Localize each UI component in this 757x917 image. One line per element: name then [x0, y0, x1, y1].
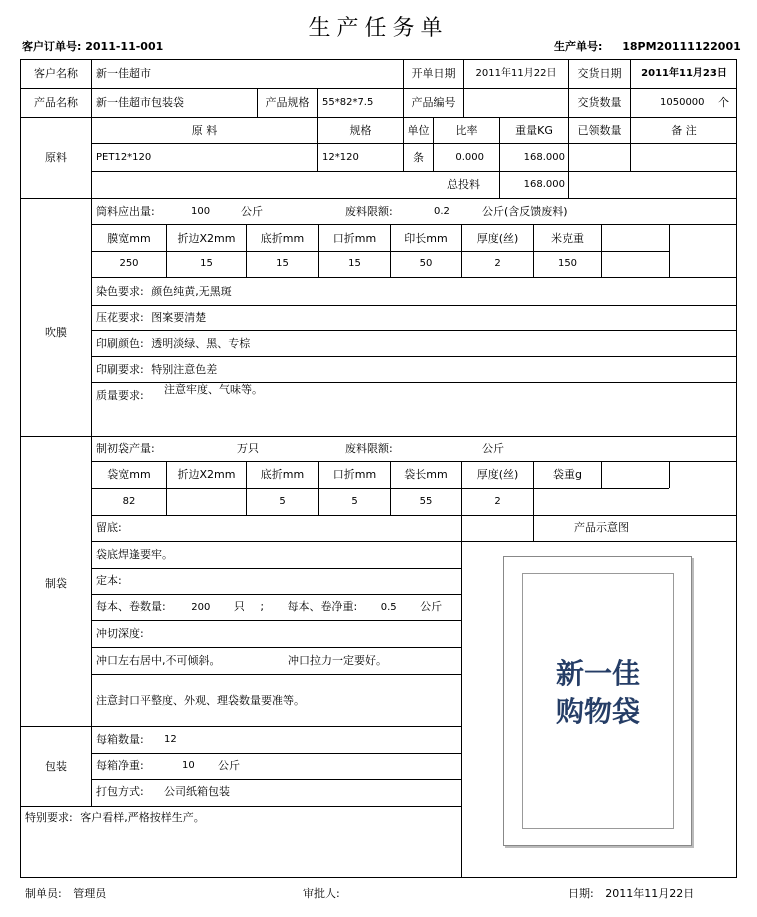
- quality-requirement-label: 质量要求:: [96, 389, 144, 402]
- seal-note-2: 注意封口平整度、外观、理袋数量要准等。: [96, 694, 305, 707]
- bag-header: 厚度(丝): [476, 468, 519, 481]
- blowing-value: 15: [200, 258, 213, 269]
- emboss-requirement-label: 压花要求:: [96, 311, 144, 324]
- production-number-label: 生产单号:: [554, 40, 603, 53]
- dye-requirement: [96, 286, 232, 297]
- blowing-header: 厚度(丝): [476, 232, 519, 245]
- box-weight-value: 10: [182, 760, 195, 771]
- blowing-waste-unit: 公斤(含反馈废料): [482, 205, 568, 218]
- seal-note: 袋底焊逢要牢。: [96, 548, 173, 561]
- per-count-unit: 只: [233, 600, 245, 613]
- special-requirement: [25, 812, 205, 823]
- emboss-requirement: [96, 312, 206, 323]
- dye-requirement-value: 颜色纯黄,无黑斑: [151, 285, 232, 298]
- material-section-label: 原料: [45, 151, 67, 164]
- schematic-label: 产品示意图: [574, 521, 629, 534]
- bag-value: 5: [279, 496, 286, 507]
- bag-waste-label: 废料限额:: [345, 442, 393, 455]
- qty-unit: 个: [718, 96, 729, 109]
- material-header-ratio: 比率: [455, 124, 478, 137]
- pack-method-label: 打包方式:: [96, 785, 144, 798]
- footer-date: [568, 888, 694, 899]
- material-total-label: 总投料: [447, 178, 480, 191]
- blowing-header: 折边X2mm: [177, 232, 236, 245]
- special-requirement-label: 特别要求:: [25, 811, 73, 824]
- date-label: 日期:: [568, 887, 594, 900]
- delivery-date-label: 交货日期: [577, 67, 622, 80]
- per-weight-value: 0.5: [380, 602, 397, 613]
- bag-value: 82: [122, 496, 136, 507]
- blowing-output-value: 100: [191, 206, 211, 217]
- per-weight-unit: 公斤: [420, 600, 443, 613]
- material-weight: 168.000: [523, 152, 565, 163]
- delivery-date-value: 2011年11月23日: [641, 68, 727, 79]
- bag-output-value: 万只: [237, 442, 259, 455]
- blowing-header: 印长mm: [404, 232, 448, 245]
- material-unit: 条: [413, 151, 424, 164]
- box-weight-unit: 公斤: [218, 759, 240, 772]
- date-value: 2011年11月22日: [605, 887, 695, 900]
- material-header-remark: 备 注: [671, 124, 697, 137]
- blowing-output-label: 筒料应出量:: [96, 205, 155, 218]
- punch-note-2: 冲口拉力一定要好。: [288, 654, 387, 667]
- bag-header: 袋重g: [553, 468, 582, 481]
- special-requirement-value: 客户看样,严格按样生产。: [80, 811, 205, 824]
- open-date-label: 开单日期: [411, 67, 456, 80]
- per-count-separator: ;: [260, 600, 265, 613]
- bag-illustration: [522, 573, 674, 829]
- blowing-header: 底折mm: [260, 232, 305, 245]
- product-label: 产品名称: [34, 96, 78, 109]
- footer-approver: [303, 888, 340, 899]
- per-count-row: [96, 601, 442, 613]
- material-header-received: 已领数量: [577, 124, 622, 137]
- bag-bottom-label: 留底:: [96, 521, 122, 534]
- maker-value: 管理员: [73, 887, 107, 900]
- approver-label: 审批人:: [303, 887, 340, 900]
- order-number-value: 2011-11-001: [85, 40, 164, 53]
- blowing-output-unit: 公斤: [241, 205, 263, 218]
- product-image: [503, 556, 692, 846]
- product-value: 新一佳超市包装袋: [96, 96, 184, 109]
- per-count-label: 每本、卷数量:: [96, 600, 166, 613]
- material-name: PET12*120: [96, 152, 152, 163]
- customer-label: 客户名称: [34, 67, 78, 80]
- box-qty-value: 12: [164, 734, 177, 745]
- blowing-header: 米克重: [551, 232, 584, 245]
- print-color: [96, 338, 250, 349]
- code-label: 产品编号: [411, 96, 456, 109]
- blowing-header: 口折mm: [332, 232, 377, 245]
- blowing-value: 150: [557, 258, 578, 269]
- material-header-unit: 单位: [407, 124, 430, 137]
- blowing-value: 250: [119, 258, 139, 269]
- material-total-value: 168.000: [523, 179, 565, 190]
- blowing-waste-value: 0.2: [434, 206, 450, 217]
- packing-section-label: 包装: [45, 760, 67, 773]
- per-weight-label: 每本、卷净重:: [287, 600, 358, 613]
- print-color-label: 印刷颜色:: [96, 337, 144, 350]
- quality-requirement-value: 注意牢度、气味等。: [164, 383, 263, 396]
- spec-value: 55*82*7.5: [322, 97, 374, 108]
- material-header-name: 原 料: [191, 124, 218, 137]
- bag-header: 口折mm: [332, 468, 377, 481]
- print-requirement: [96, 364, 217, 375]
- material-header-spec: 规格: [349, 124, 372, 137]
- order-number-label: 客户订单号:: [22, 40, 82, 53]
- maker-label: 制单员:: [25, 887, 62, 900]
- blowing-header: 膜宽mm: [107, 232, 151, 245]
- bag-output-label: 制初袋产量:: [96, 442, 155, 455]
- qty-value: 1050000: [660, 97, 705, 108]
- bag-value: 2: [494, 496, 501, 507]
- bag-header: 袋长mm: [404, 468, 448, 481]
- material-spec: 12*120: [322, 152, 359, 163]
- punch-depth-label: 冲切深度:: [96, 627, 144, 640]
- bag-header: 袋宽mm: [107, 468, 151, 481]
- material-header-weight: 重量KG: [515, 124, 553, 137]
- spec-label: 产品规格: [265, 96, 310, 109]
- footer-maker: [25, 888, 106, 899]
- open-date-value: 2011年11月22日: [475, 68, 557, 79]
- blowing-value: 15: [348, 258, 361, 269]
- emboss-requirement-value: 图案要清楚: [151, 311, 207, 324]
- bag-header: 底折mm: [260, 468, 305, 481]
- customer-value: 新一佳超市: [96, 67, 151, 80]
- qty-label: 交货数量: [577, 96, 622, 109]
- fixed-label: 定本:: [96, 574, 122, 587]
- blowing-waste-label: 废料限额:: [345, 205, 393, 218]
- bag-value: 5: [351, 496, 358, 507]
- bag-text-line2: 购物袋: [555, 695, 640, 728]
- dye-requirement-label: 染色要求:: [96, 285, 144, 298]
- bagmaking-section-label: 制袋: [45, 577, 67, 590]
- blowing-value: 15: [276, 258, 289, 269]
- material-ratio: 0.000: [455, 152, 484, 163]
- print-requirement-label: 印刷要求:: [96, 363, 144, 376]
- bag-header: 折边X2mm: [177, 468, 236, 481]
- box-qty-label: 每箱数量:: [96, 733, 144, 746]
- box-weight-label: 每箱净重:: [96, 759, 144, 772]
- blowing-value: 50: [419, 258, 433, 269]
- bag-text-line1: 新一佳: [555, 657, 640, 690]
- production-number-value: 18PM20111122001: [622, 40, 741, 53]
- page-title: 生产任务单: [308, 16, 449, 41]
- blowing-section-label: 吹膜: [45, 326, 67, 339]
- print-color-value: 透明淡绿、黑、专棕: [151, 337, 251, 350]
- print-requirement-value: 特别注意色差: [151, 363, 218, 376]
- blowing-value: 2: [494, 258, 501, 269]
- per-count-value: 200: [191, 602, 211, 613]
- punch-note-1: 冲口左右居中,不可倾斜。: [96, 654, 221, 667]
- bag-waste-value: 公斤: [482, 442, 504, 455]
- pack-method-value: 公司纸箱包装: [164, 785, 230, 798]
- bag-value: 55: [419, 496, 433, 507]
